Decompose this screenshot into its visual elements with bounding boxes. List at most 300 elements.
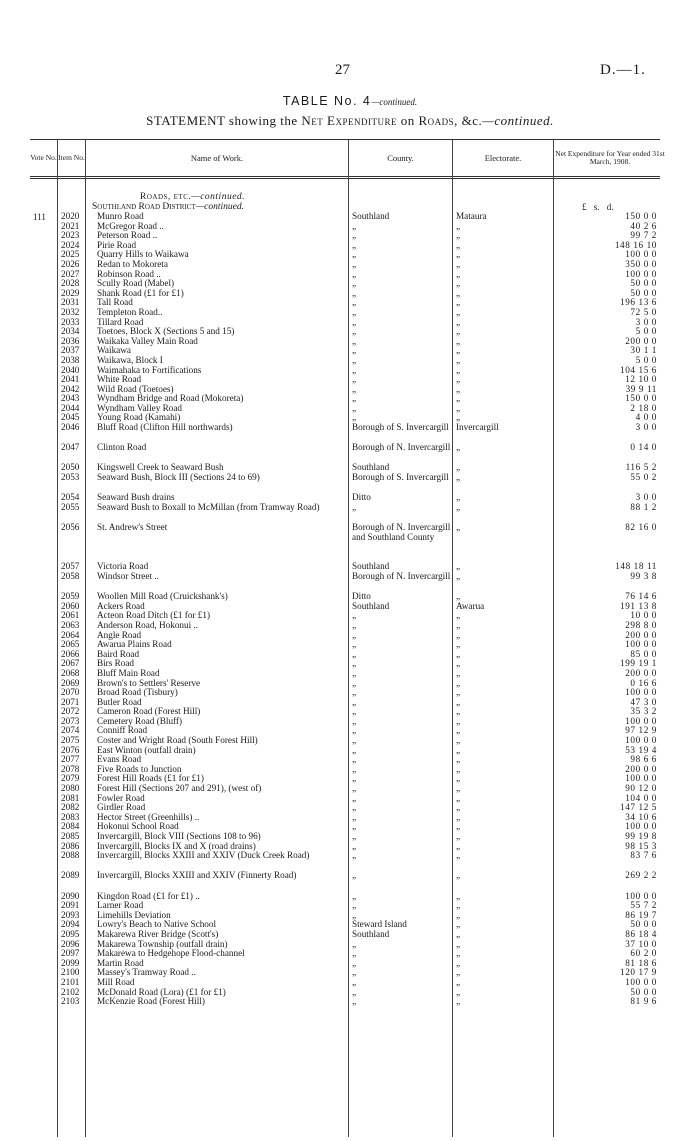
net-expenditure: 55 7 2 bbox=[630, 900, 657, 911]
item-number: 2029 bbox=[61, 287, 80, 298]
col-header-item: Item No. bbox=[58, 153, 85, 162]
county-name: „ bbox=[352, 821, 357, 832]
county-name: „ bbox=[352, 792, 357, 803]
electorate-name: „ bbox=[456, 967, 461, 978]
work-name: Shank Road (£1 for £1) bbox=[97, 287, 184, 298]
work-name: Tillard Road bbox=[97, 316, 144, 327]
electorate-name: „ bbox=[456, 821, 461, 832]
electorate-name: „ bbox=[456, 629, 461, 640]
net-expenditure: 4 0 0 bbox=[635, 412, 657, 423]
county-name: „ bbox=[352, 412, 357, 423]
county-name: „ bbox=[352, 754, 357, 765]
work-name: Awarua Plains Road bbox=[97, 639, 172, 650]
item-number: 2085 bbox=[61, 831, 80, 842]
table-row bbox=[0, 572, 700, 592]
electorate-name: Awarua bbox=[456, 600, 485, 611]
electorate-name: „ bbox=[456, 442, 461, 453]
electorate-name: „ bbox=[456, 501, 461, 512]
work-name: Seaward Bush drains bbox=[97, 492, 175, 503]
work-name: Anderson Road, Hokonui .. bbox=[97, 619, 199, 630]
work-name: Templeton Road.. bbox=[97, 306, 163, 317]
work-name: Girdler Road bbox=[97, 802, 146, 813]
county-name: „ bbox=[352, 870, 357, 881]
electorate-name: „ bbox=[456, 619, 461, 630]
county-name: „ bbox=[352, 715, 357, 726]
net-expenditure: 100 0 0 bbox=[625, 773, 657, 784]
col-header-county: County. bbox=[387, 153, 414, 163]
net-expenditure: 5 0 0 bbox=[635, 354, 657, 365]
work-name: Victoria Road bbox=[97, 561, 149, 572]
work-name: Fowler Road bbox=[97, 792, 145, 803]
county-name: „ bbox=[352, 658, 357, 669]
electorate-name: „ bbox=[456, 773, 461, 784]
item-number: 2090 bbox=[61, 890, 80, 901]
electorate-name: „ bbox=[456, 287, 461, 298]
net-expenditure: 81 9 6 bbox=[630, 996, 657, 1007]
net-expenditure: 196 13 6 bbox=[620, 297, 657, 308]
electorate-name: „ bbox=[456, 840, 461, 851]
header-bottom-rule bbox=[30, 176, 660, 177]
statement-pre: STATEMENT showing the bbox=[146, 113, 302, 128]
net-expenditure: 12 10 0 bbox=[625, 374, 657, 385]
electorate-name: „ bbox=[456, 306, 461, 317]
work-name: Waikawa bbox=[97, 345, 131, 356]
electorate-name: „ bbox=[456, 850, 461, 861]
net-expenditure: 60 2 0 bbox=[630, 948, 657, 959]
electorate-name: „ bbox=[456, 354, 461, 365]
item-number: 2037 bbox=[61, 345, 80, 356]
electorate-name: „ bbox=[456, 522, 461, 532]
item-number: 2064 bbox=[61, 629, 80, 640]
work-name: Invercargill, Blocks IX and X (road drains) bbox=[97, 840, 256, 851]
net-expenditure: 150 0 0 bbox=[625, 211, 657, 221]
county-name: „ bbox=[352, 316, 357, 327]
table-row bbox=[0, 871, 700, 891]
work-name: Massey's Tramway Road .. bbox=[97, 967, 196, 978]
work-name: Evans Road bbox=[97, 754, 142, 765]
work-name: McDonald Road (Lora) (£1 for £1) bbox=[97, 986, 226, 997]
work-name: Hokonui School Road bbox=[97, 821, 179, 832]
item-number: 2033 bbox=[61, 316, 80, 327]
county-name: „ bbox=[352, 840, 357, 851]
net-expenditure: 100 0 0 bbox=[625, 639, 657, 650]
electorate-name: „ bbox=[456, 996, 461, 1007]
table-row bbox=[0, 503, 700, 523]
item-number: 2065 bbox=[61, 639, 80, 650]
col-header-vote: Vote No. bbox=[30, 153, 57, 162]
item-number: 2061 bbox=[61, 610, 80, 621]
electorate-name: „ bbox=[456, 335, 461, 346]
county-name: „ bbox=[352, 287, 357, 298]
item-number: 2060 bbox=[61, 600, 80, 611]
net-expenditure: 100 0 0 bbox=[625, 687, 657, 698]
electorate-name: Mataura bbox=[456, 211, 487, 221]
work-name: Birs Road bbox=[97, 658, 135, 669]
county-name: „ bbox=[352, 239, 357, 250]
electorate-name: „ bbox=[456, 639, 461, 650]
work-name: Invercargill, Blocks XXIII and XXIV (Finnerty Road) bbox=[97, 870, 297, 881]
net-expenditure: 10 0 0 bbox=[630, 610, 657, 621]
work-name: Seaward Bush to Boxall to McMillan (from Tramway Road) bbox=[97, 501, 320, 512]
item-number: 2050 bbox=[61, 462, 80, 473]
work-name: St. Andrew's Street bbox=[97, 522, 168, 532]
county-name: „ bbox=[352, 345, 357, 356]
net-expenditure: 99 7 2 bbox=[630, 230, 657, 241]
work-name: Invercargill, Block VIII (Sections 108 to 96) bbox=[97, 831, 261, 842]
table-row bbox=[0, 443, 700, 463]
county-name: „ bbox=[352, 687, 357, 698]
work-name: Cameron Road (Forest Hill) bbox=[97, 706, 201, 717]
work-name: Broad Road (Tisbury) bbox=[97, 687, 178, 698]
section-title: Roads, etc. bbox=[140, 192, 192, 202]
item-number: 2071 bbox=[61, 696, 80, 707]
net-expenditure: 2 18 0 bbox=[630, 402, 657, 413]
county-name: „ bbox=[352, 610, 357, 621]
net-expenditure: 3 0 0 bbox=[635, 422, 657, 433]
county-name: „ bbox=[352, 306, 357, 317]
item-number: 2040 bbox=[61, 364, 80, 375]
electorate-name: „ bbox=[456, 677, 461, 688]
item-number: 2074 bbox=[61, 725, 80, 736]
item-number: 2053 bbox=[61, 472, 80, 483]
item-number: 2097 bbox=[61, 948, 80, 959]
work-name: Acteon Road Ditch (£1 for £1) bbox=[97, 610, 211, 621]
item-number: 2099 bbox=[61, 957, 80, 968]
work-name: Peterson Road .. bbox=[97, 230, 158, 241]
county-name: „ bbox=[352, 374, 357, 385]
item-number: 2079 bbox=[61, 773, 80, 784]
vote-number: 111 bbox=[33, 212, 46, 222]
item-number: 2038 bbox=[61, 354, 80, 365]
net-expenditure: 147 12 5 bbox=[620, 802, 657, 813]
net-expenditure: 30 1 1 bbox=[630, 345, 657, 356]
work-name: Wyndham Bridge and Road (Mokoreta) bbox=[97, 393, 244, 404]
county-name: „ bbox=[352, 850, 357, 861]
item-number: 2088 bbox=[61, 850, 80, 861]
net-expenditure: 200 0 0 bbox=[625, 335, 657, 346]
work-name: East Winton (outfall drain) bbox=[97, 744, 196, 755]
electorate-name: „ bbox=[456, 928, 461, 939]
net-expenditure: 269 2 2 bbox=[625, 870, 657, 881]
electorate-name: „ bbox=[456, 297, 461, 308]
item-number: 2070 bbox=[61, 687, 80, 698]
electorate-name: „ bbox=[456, 364, 461, 375]
item-number: 2044 bbox=[61, 402, 80, 413]
county-name: „ bbox=[352, 393, 357, 404]
electorate-name: „ bbox=[456, 561, 461, 572]
table-row bbox=[0, 423, 700, 443]
electorate-name: „ bbox=[456, 735, 461, 746]
net-expenditure: 83 7 6 bbox=[630, 850, 657, 861]
net-expenditure: 86 18 4 bbox=[625, 928, 657, 939]
item-number: 2054 bbox=[61, 492, 80, 503]
net-expenditure: 200 0 0 bbox=[625, 763, 657, 774]
county-name: „ bbox=[352, 811, 357, 822]
item-number: 2083 bbox=[61, 811, 80, 822]
electorate-name: „ bbox=[456, 783, 461, 794]
county-name: „ bbox=[352, 996, 357, 1007]
county-name: „ bbox=[352, 354, 357, 365]
col-header-net-expenditure: Net Expenditure for Year ended 31st March, 1908. bbox=[555, 149, 665, 166]
electorate-name: „ bbox=[456, 648, 461, 659]
item-number: 2063 bbox=[61, 619, 80, 630]
item-number: 2028 bbox=[61, 278, 80, 289]
electorate-name: „ bbox=[456, 792, 461, 803]
item-number: 2045 bbox=[61, 412, 80, 423]
electorate-name: „ bbox=[456, 744, 461, 755]
table-title-continued: —continued. bbox=[371, 97, 418, 107]
net-expenditure: 0 16 6 bbox=[630, 677, 657, 688]
net-expenditure: 50 0 0 bbox=[630, 919, 657, 930]
district-continued: —continued. bbox=[195, 202, 245, 212]
county-name: „ bbox=[352, 948, 357, 959]
work-name: Limehills Deviation bbox=[97, 909, 171, 920]
county-name: „ bbox=[352, 667, 357, 678]
item-number: 2084 bbox=[61, 821, 80, 832]
electorate-name: „ bbox=[456, 345, 461, 356]
net-expenditure: 82 16 0 bbox=[625, 522, 657, 532]
electorate-name: „ bbox=[456, 462, 461, 473]
electorate-name: „ bbox=[456, 383, 461, 394]
work-name: Toetoes, Block X (Sections 5 and 15) bbox=[97, 326, 235, 337]
item-number: 2096 bbox=[61, 938, 80, 949]
county-name: „ bbox=[352, 326, 357, 337]
electorate-name: „ bbox=[456, 326, 461, 337]
county-name: Borough of N. Invercargill bbox=[352, 442, 451, 453]
item-number: 2042 bbox=[61, 383, 80, 394]
net-expenditure: 55 0 2 bbox=[630, 472, 657, 483]
electorate-name: „ bbox=[456, 706, 461, 717]
item-number: 2102 bbox=[61, 986, 80, 997]
electorate-name: „ bbox=[456, 957, 461, 968]
work-name: Waikawa, Block I bbox=[97, 354, 163, 365]
item-number: 2031 bbox=[61, 297, 80, 308]
item-number: 2075 bbox=[61, 735, 80, 746]
county-name: Borough of S. Invercargill bbox=[352, 422, 449, 433]
county-name: Southland bbox=[352, 211, 390, 221]
electorate-name: „ bbox=[456, 591, 461, 602]
item-number: 2021 bbox=[61, 220, 80, 231]
net-expenditure: 100 0 0 bbox=[625, 268, 657, 279]
electorate-name: „ bbox=[456, 249, 461, 260]
county-name: Borough of S. Invercargill bbox=[352, 472, 449, 483]
work-name: Ackers Road bbox=[97, 600, 145, 611]
statement-heading bbox=[0, 113, 700, 129]
county-name: „ bbox=[352, 629, 357, 640]
net-expenditure: 100 0 0 bbox=[625, 715, 657, 726]
electorate-name: „ bbox=[456, 374, 461, 385]
item-number: 2023 bbox=[61, 230, 80, 241]
net-expenditure: 200 0 0 bbox=[625, 667, 657, 678]
item-number: 2055 bbox=[61, 501, 80, 512]
item-number: 2066 bbox=[61, 648, 80, 659]
item-number: 2080 bbox=[61, 783, 80, 794]
county-name: Southland bbox=[352, 928, 390, 939]
work-name: McKenzie Road (Forest Hill) bbox=[97, 996, 205, 1007]
electorate-name: „ bbox=[456, 870, 461, 881]
electorate-name: „ bbox=[456, 610, 461, 621]
table-body bbox=[0, 212, 700, 1007]
item-number: 2059 bbox=[61, 591, 80, 602]
county-name: „ bbox=[352, 706, 357, 717]
work-name: Larner Road bbox=[97, 900, 144, 911]
item-number: 2089 bbox=[61, 870, 80, 881]
work-name: Makarewa River Bridge (Scott's) bbox=[97, 928, 219, 939]
electorate-name: „ bbox=[456, 687, 461, 698]
electorate-name: „ bbox=[456, 472, 461, 483]
col-header-name: Name of Work. bbox=[190, 153, 244, 163]
net-expenditure: 148 16 10 bbox=[614, 239, 657, 250]
work-name: Bluff Road (Clifton Hill northwards) bbox=[97, 422, 233, 433]
net-expenditure: 100 0 0 bbox=[625, 890, 657, 901]
net-expenditure: 298 8 0 bbox=[625, 619, 657, 630]
county-name: „ bbox=[352, 976, 357, 987]
net-expenditure: 100 0 0 bbox=[625, 249, 657, 260]
work-name: Forest Hill Roads (£1 for £1) bbox=[97, 773, 204, 784]
net-expenditure: 50 0 0 bbox=[630, 278, 657, 289]
item-number: 2068 bbox=[61, 667, 80, 678]
table-title-main: TABLE No. 4 bbox=[282, 94, 372, 108]
net-expenditure: 100 0 0 bbox=[625, 735, 657, 746]
work-name: Woollen Mill Road (Cruickshank's) bbox=[97, 591, 228, 602]
net-expenditure: 100 0 0 bbox=[625, 821, 657, 832]
county-name: „ bbox=[352, 744, 357, 755]
work-name: Angle Road bbox=[97, 629, 142, 640]
work-name: Forest Hill (Sections 207 and 291), (west of) bbox=[97, 783, 262, 794]
work-name: Bluff Main Road bbox=[97, 667, 160, 678]
net-expenditure: 50 0 0 bbox=[630, 986, 657, 997]
work-name: Wyndham Valley Road bbox=[97, 402, 183, 413]
item-number: 2034 bbox=[61, 326, 80, 337]
county-name: „ bbox=[352, 364, 357, 375]
electorate-name: „ bbox=[456, 715, 461, 726]
net-expenditure: 81 18 6 bbox=[625, 957, 657, 968]
net-expenditure: 34 10 6 bbox=[625, 811, 657, 822]
work-name: Makarewa Township (outfall drain) bbox=[97, 938, 228, 949]
electorate-name: „ bbox=[456, 658, 461, 669]
item-number: 2100 bbox=[61, 967, 80, 978]
county-name: Borough of N. Invercargill bbox=[352, 570, 451, 581]
electorate-name: „ bbox=[456, 696, 461, 707]
electorate-name: „ bbox=[456, 890, 461, 901]
county-name: „ bbox=[352, 938, 357, 949]
net-expenditure: 97 12 9 bbox=[625, 725, 657, 736]
work-name: Scully Road (Mabel) bbox=[97, 278, 175, 289]
work-name: Clinton Road bbox=[97, 442, 147, 453]
net-expenditure: 50 0 0 bbox=[630, 287, 657, 298]
item-number: 2086 bbox=[61, 840, 80, 851]
table-row bbox=[0, 473, 700, 493]
electorate-name: „ bbox=[456, 900, 461, 911]
item-number: 2103 bbox=[61, 996, 80, 1007]
work-name: Kingdon Road (£1 for £1) .. bbox=[97, 890, 200, 901]
county-name: „ bbox=[352, 278, 357, 289]
work-name: Martin Road bbox=[97, 957, 144, 968]
item-number: 2073 bbox=[61, 715, 80, 726]
item-number: 2056 bbox=[61, 522, 80, 532]
electorate-name: „ bbox=[456, 230, 461, 241]
county-name: „ bbox=[352, 909, 357, 920]
work-name: Windsor Street .. bbox=[97, 570, 159, 581]
county-name: „ bbox=[352, 802, 357, 813]
county-name: „ bbox=[352, 986, 357, 997]
county-name: Southland bbox=[352, 462, 390, 473]
work-name: Waimahaka to Fortifications bbox=[97, 364, 202, 375]
electorate-name: „ bbox=[456, 258, 461, 269]
county-name: „ bbox=[352, 619, 357, 630]
item-number: 2036 bbox=[61, 335, 80, 346]
item-number: 2076 bbox=[61, 744, 80, 755]
electorate-name: „ bbox=[456, 986, 461, 997]
table-top-rule bbox=[30, 139, 660, 140]
county-name: „ bbox=[352, 763, 357, 774]
electorate-name: „ bbox=[456, 948, 461, 959]
county-name: „ bbox=[352, 831, 357, 842]
net-expenditure: 350 0 0 bbox=[625, 258, 657, 269]
work-name: Invercargill, Blocks XXIII and XXIV (Duck Creek Road) bbox=[97, 850, 310, 861]
county-name: „ bbox=[352, 783, 357, 794]
statement-post: , &c. bbox=[454, 113, 483, 128]
net-expenditure: 199 19 1 bbox=[620, 658, 657, 669]
net-expenditure: 150 0 0 bbox=[625, 393, 657, 404]
net-expenditure: 53 19 4 bbox=[625, 744, 657, 755]
item-number: 2069 bbox=[61, 677, 80, 688]
electorate-name: „ bbox=[456, 268, 461, 279]
net-expenditure: 191 13 8 bbox=[620, 600, 657, 611]
item-number: 2057 bbox=[61, 561, 80, 572]
electorate-name: „ bbox=[456, 831, 461, 842]
electorate-name: „ bbox=[456, 909, 461, 920]
item-number: 2095 bbox=[61, 928, 80, 939]
statement-net-expenditure: Net Expenditure bbox=[301, 113, 397, 128]
work-name: Redan to Mokoreta bbox=[97, 258, 168, 269]
electorate-name: „ bbox=[456, 402, 461, 413]
work-name: Five Roads to Junction bbox=[97, 763, 182, 774]
county-name: „ bbox=[352, 696, 357, 707]
county-name: „ bbox=[352, 773, 357, 784]
county-name: „ bbox=[352, 383, 357, 394]
work-name: Hector Street (Greenhills) .. bbox=[97, 811, 200, 822]
work-name: Cemetery Road (Bluff) bbox=[97, 715, 183, 726]
table-title bbox=[0, 94, 700, 108]
item-number: 2081 bbox=[61, 792, 80, 803]
work-name: White Road bbox=[97, 374, 142, 385]
currency-header: £ s. d. bbox=[582, 202, 614, 212]
item-number: 2067 bbox=[61, 658, 80, 669]
net-expenditure: 37 10 0 bbox=[625, 938, 657, 949]
work-name: Butler Road bbox=[97, 696, 142, 707]
item-number: 2027 bbox=[61, 268, 80, 279]
county-name: „ bbox=[352, 957, 357, 968]
item-number: 2101 bbox=[61, 976, 80, 987]
work-name: Brown's to Settlers' Reserve bbox=[97, 677, 201, 688]
electorate-name: „ bbox=[456, 802, 461, 813]
item-number: 2025 bbox=[61, 249, 80, 260]
county-name: „ bbox=[352, 677, 357, 688]
electorate-name: „ bbox=[456, 725, 461, 736]
electorate-name: „ bbox=[456, 570, 461, 581]
work-name: Makarewa to Hedgehope Flood-channel bbox=[97, 948, 245, 959]
electorate-name: „ bbox=[456, 220, 461, 231]
work-name: Munro Road bbox=[97, 211, 144, 221]
county-name: Southland bbox=[352, 561, 390, 572]
net-expenditure: 148 18 11 bbox=[615, 561, 657, 572]
net-expenditure: 99 19 8 bbox=[625, 831, 657, 842]
net-expenditure: 47 3 0 bbox=[630, 696, 657, 707]
county-name: „ bbox=[352, 268, 357, 279]
net-expenditure: 100 0 0 bbox=[625, 976, 657, 987]
county-name: „ bbox=[352, 900, 357, 911]
